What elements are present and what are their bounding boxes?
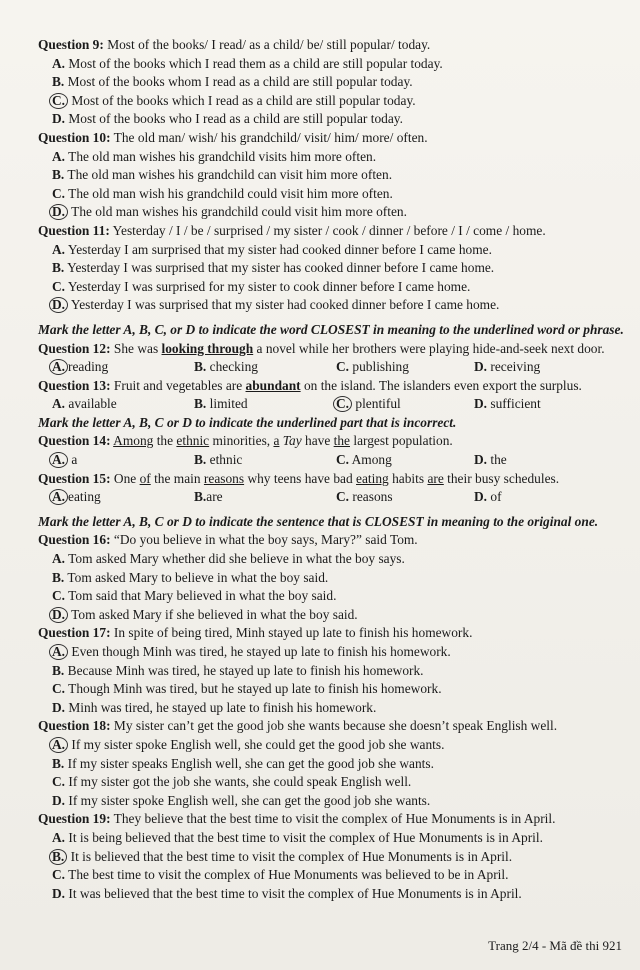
q11-option-d: D. Yesterday I was surprised that my sister had cooked dinner before I came home. [38,296,624,315]
q17-option-c: C. Though Minh was tired, but he stayed up late to finish his homework. [52,681,442,697]
question-14: Question 14: Among the ethnic minorities, a Tay have the largest population. [38,433,453,449]
q19-option-a: A. It is being believed that the best time to visit the complex of Hue Monuments is in April. [52,829,543,845]
section-instruction-closest-word: Mark the letter A, B, C, or D to indicate the word CLOSEST in meaning to the underlined word or phrase. [38,321,624,337]
q11-option-a: A. Yesterday I am surprised that my sister had cooked dinner before I came home. [52,241,492,257]
q19-option-b: B. It is believed that the best time to visit the complex of Hue Monuments is in April. [38,848,624,867]
q10-option-c: C. The old man wish his grandchild could visit him more often. [52,185,393,201]
question-13: Question 13: Fruit and vegetables are abundant on the island. The islanders even export the surplus. [38,377,582,393]
answer-mark: A. [49,359,68,375]
q17-option-b: B. Because Minh was tired, he stayed up late to finish his homework. [52,662,424,678]
answer-mark: A. [49,737,68,753]
page-footer: Trang 2/4 - Mã đề thi 921 [488,938,622,953]
q11-option-b: B. Yesterday I was surprised that my sister has cooked dinner before I came home. [52,260,495,276]
q10-option-a: A. The old man wishes his grandchild visits him more often. [52,148,377,164]
question-19: Question 19: They believe that the best time to visit the complex of Hue Monuments is in April. [38,811,556,827]
answer-mark: D. [49,204,68,220]
q19-option-c: C. The best time to visit the complex of Hue Monuments was believed to be in April. [52,867,509,883]
q9-option-d: D. Most of the books who I read as a child are still popular today. [52,111,403,127]
q13-options: A. available B. limited C. plentiful D. sufficient [52,396,541,412]
q17-option-a: A. Even though Minh was tired, he stayed up late to finish his homework. [38,643,624,662]
section-instruction-closest-sentence: Mark the letter A, B, C or D to indicate the sentence that is CLOSEST in meaning to the original one. [38,513,599,529]
answer-mark: A. [49,644,68,660]
question-12: Question 12: She was looking through a novel while her brothers were playing hide-and-seek next door. [38,340,605,356]
q11-option-c: C. Yesterday I was surprised for my sister to cook dinner before I came home. [52,278,471,294]
q14-options: A. a B. ethnic C. Among D. the [38,451,624,470]
section-instruction-incorrect-part: Mark the letter A, B, C or D to indicate the underlined part that is incorrect. [38,414,457,430]
question-17: Question 17: In spite of being tired, Minh stayed up late to finish his homework. [38,625,473,641]
answer-mark: D. [49,297,68,313]
q9-option-b: B. Most of the books whom I read as a child are still popular today. [52,74,413,90]
question-10: Question 10: The old man/ wish/ his grandchild/ visit/ him/ more/ often. [38,129,428,145]
q17-option-d: D. Minh was tired, he stayed up late to finish his homework. [52,699,377,715]
answer-mark: B. [49,849,67,865]
q16-option-c: C. Tom said that Mary believed in what the boy said. [52,588,337,604]
answer-mark: D. [49,607,68,623]
question-9: Question 9: Most of the books/ I read/ as a child/ be/ still popular/ today. [38,37,431,52]
answer-mark: C. [333,396,352,412]
q12-options: A. reading B. checking C. publishing D. receiving [38,358,624,377]
q18-option-a: A. If my sister spoke English well, she could get the good job she wants. [38,736,624,755]
q9-option-a: A. Most of the books which I read them as a child are still popular today. [52,55,443,71]
q10-option-b: B. The old man wishes his grandchild can visit him more often. [52,167,393,183]
q10-option-d: D. The old man wishes his grandchild could visit him more often. [38,203,624,222]
q9-option-c: C. Most of the books which I read as a child are still popular today. [38,92,624,111]
q16-option-d: D. Tom asked Mary if she believed in what the boy said. [38,606,624,625]
q16-option-a: A. Tom asked Mary whether did she believe in what the boy says. [52,551,405,567]
answer-mark: C. [49,93,68,109]
q15-options: A. eating B.are C. reasons D. of [38,488,624,507]
q18-option-d: D. If my sister spoke English well, she can get the good job she wants. [52,792,431,808]
answer-mark: A. [49,452,68,468]
question-18: Question 18: My sister can’t get the good job she wants because she doesn’t speak English well. [38,718,558,734]
question-11: Question 11: Yesterday / I / be / surprised / my sister / cook / dinner / before / I / come / home. [38,222,546,238]
q18-option-b: B. If my sister speaks English well, she can get the good job she wants. [52,755,434,771]
question-15: Question 15: One of the main reasons why teens have bad eating habits are their busy schedules. [38,470,560,486]
q18-option-c: C. If my sister got the job she wants, she could speak English well. [52,774,412,790]
q16-option-b: B. Tom asked Mary to believe in what the boy said. [52,569,329,585]
answer-mark: A. [49,489,68,505]
q19-option-d: D. It was believed that the best time to visit the complex of Hue Monuments is in April. [52,885,522,901]
question-16: Question 16: “Do you believe in what the boy says, Mary?” said Tom. [38,532,418,548]
